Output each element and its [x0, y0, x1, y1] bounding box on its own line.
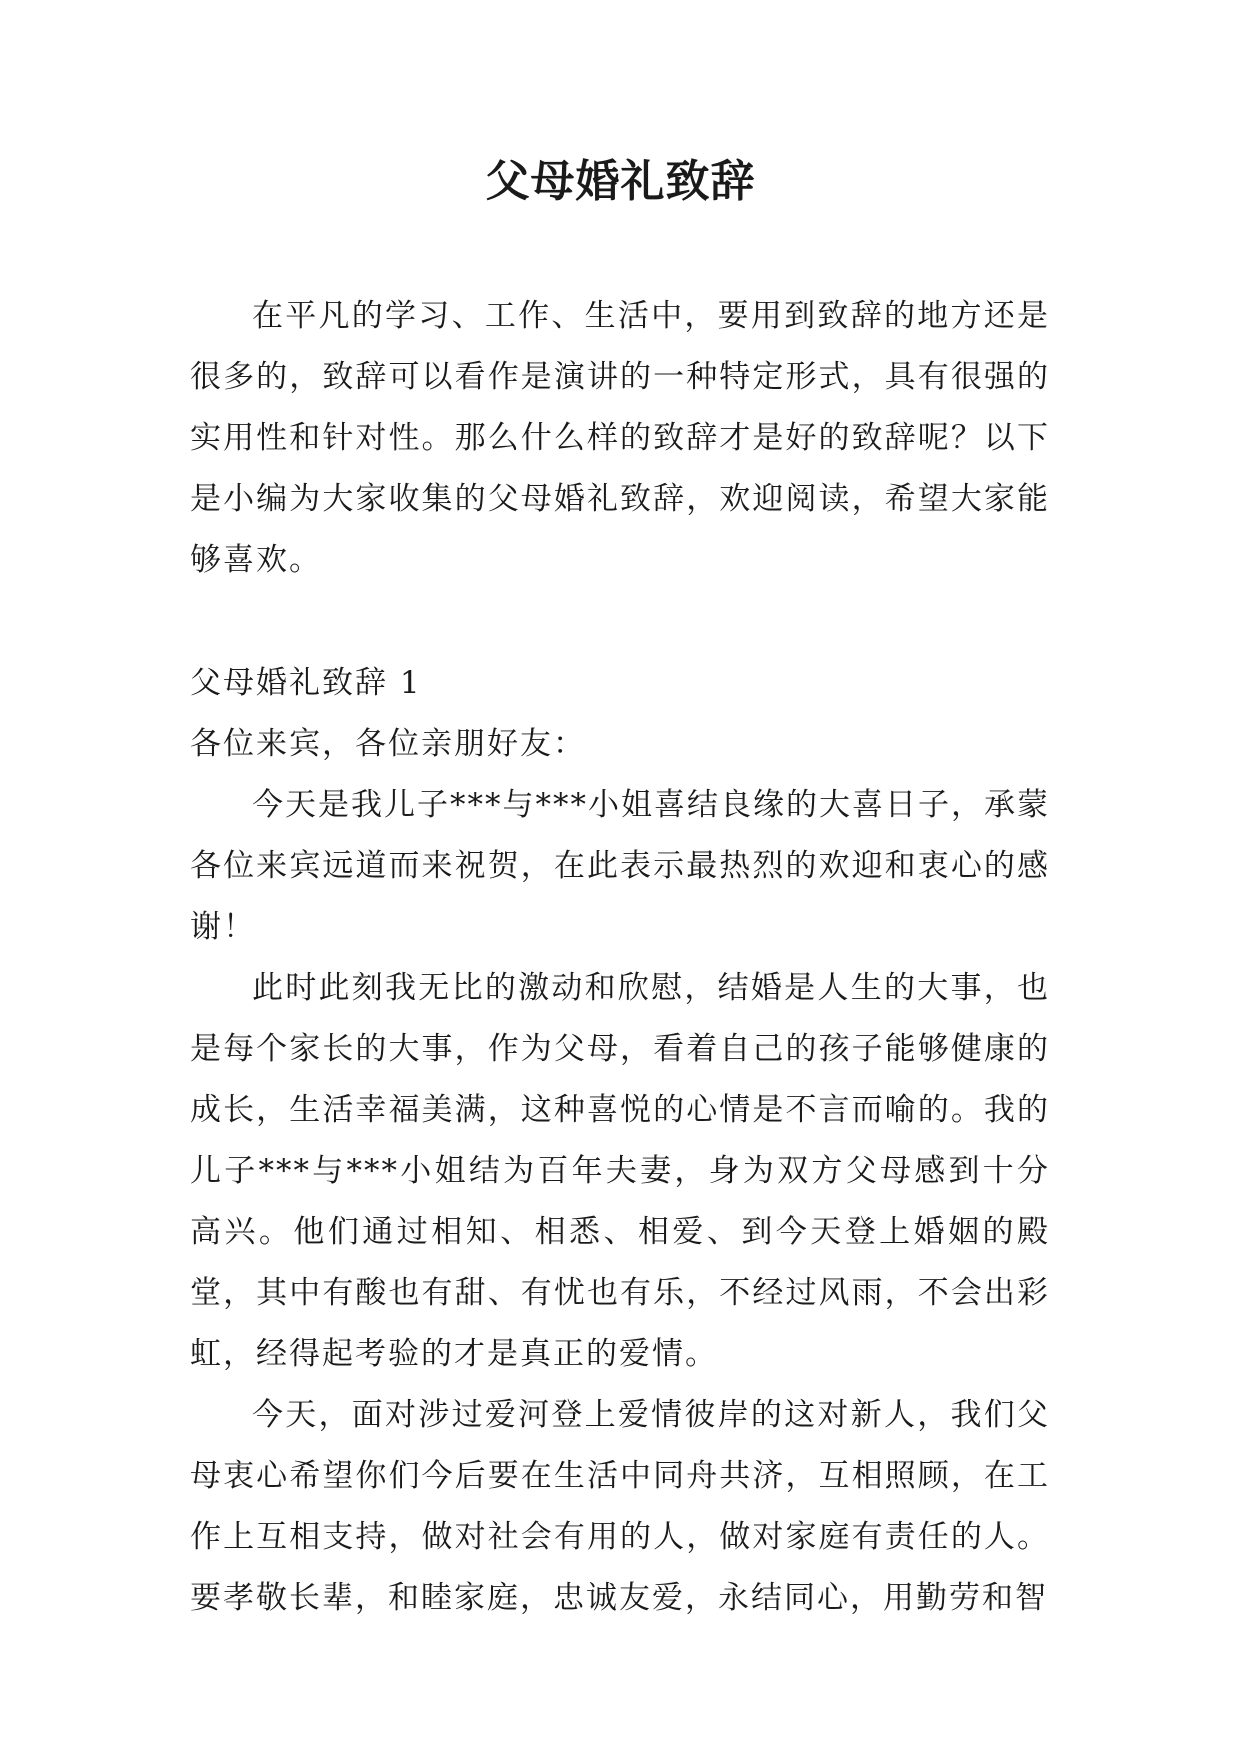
document-body — [190, 286, 1050, 1629]
body-paragraph: 此时此刻我无比的激动和欣慰，结婚是人生的大事，也是每个家长的大事，作为父母，看着自己的孩子能够健康的成长，生活幸福美满，这种喜悦的心情是不言而喻的。我的儿子***与***小姐结为百年夫妻，身为双方父母感到十分高兴。他们通过相知、相悉、相爱、到今天登上婚姻的殿堂，其中有酸也有甜、有忧也有乐，不经过风雨，不会出彩虹，经得起考验的才是真正的爱情。 — [190, 970, 1050, 1372]
section-title: 父母婚礼致辞 1 — [190, 665, 422, 701]
greeting-line: 各位来宾，各位亲朋好友： — [190, 726, 586, 762]
document-title: 父母婚礼致辞 — [485, 156, 756, 207]
body-paragraph: 今天，面对涉过爱河登上爱情彼岸的这对新人，我们父母衷心希望你们今后要在生活中同舟共济，互相照顾，在工作上互相支持，做对社会有用的人，做对家庭有责任的人。要孝敬长辈，和睦家庭，忠诚友爱，永结同心，用勤劳和智 — [190, 1397, 1050, 1616]
body-paragraph: 今天是我儿子***与***小姐喜结良缘的大喜日子，承蒙各位来宾远道而来祝贺，在此表示最热烈的欢迎和衷心的感谢！ — [190, 787, 1050, 945]
intro-paragraph: 在平凡的学习、工作、生活中，要用到致辞的地方还是很多的，致辞可以看作是演讲的一种特定形式，具有很强的实用性和针对性。那么什么样的致辞才是好的致辞呢？以下是小编为大家收集的父母婚礼致辞，欢迎阅读，希望大家能够喜欢。 — [190, 298, 1050, 578]
